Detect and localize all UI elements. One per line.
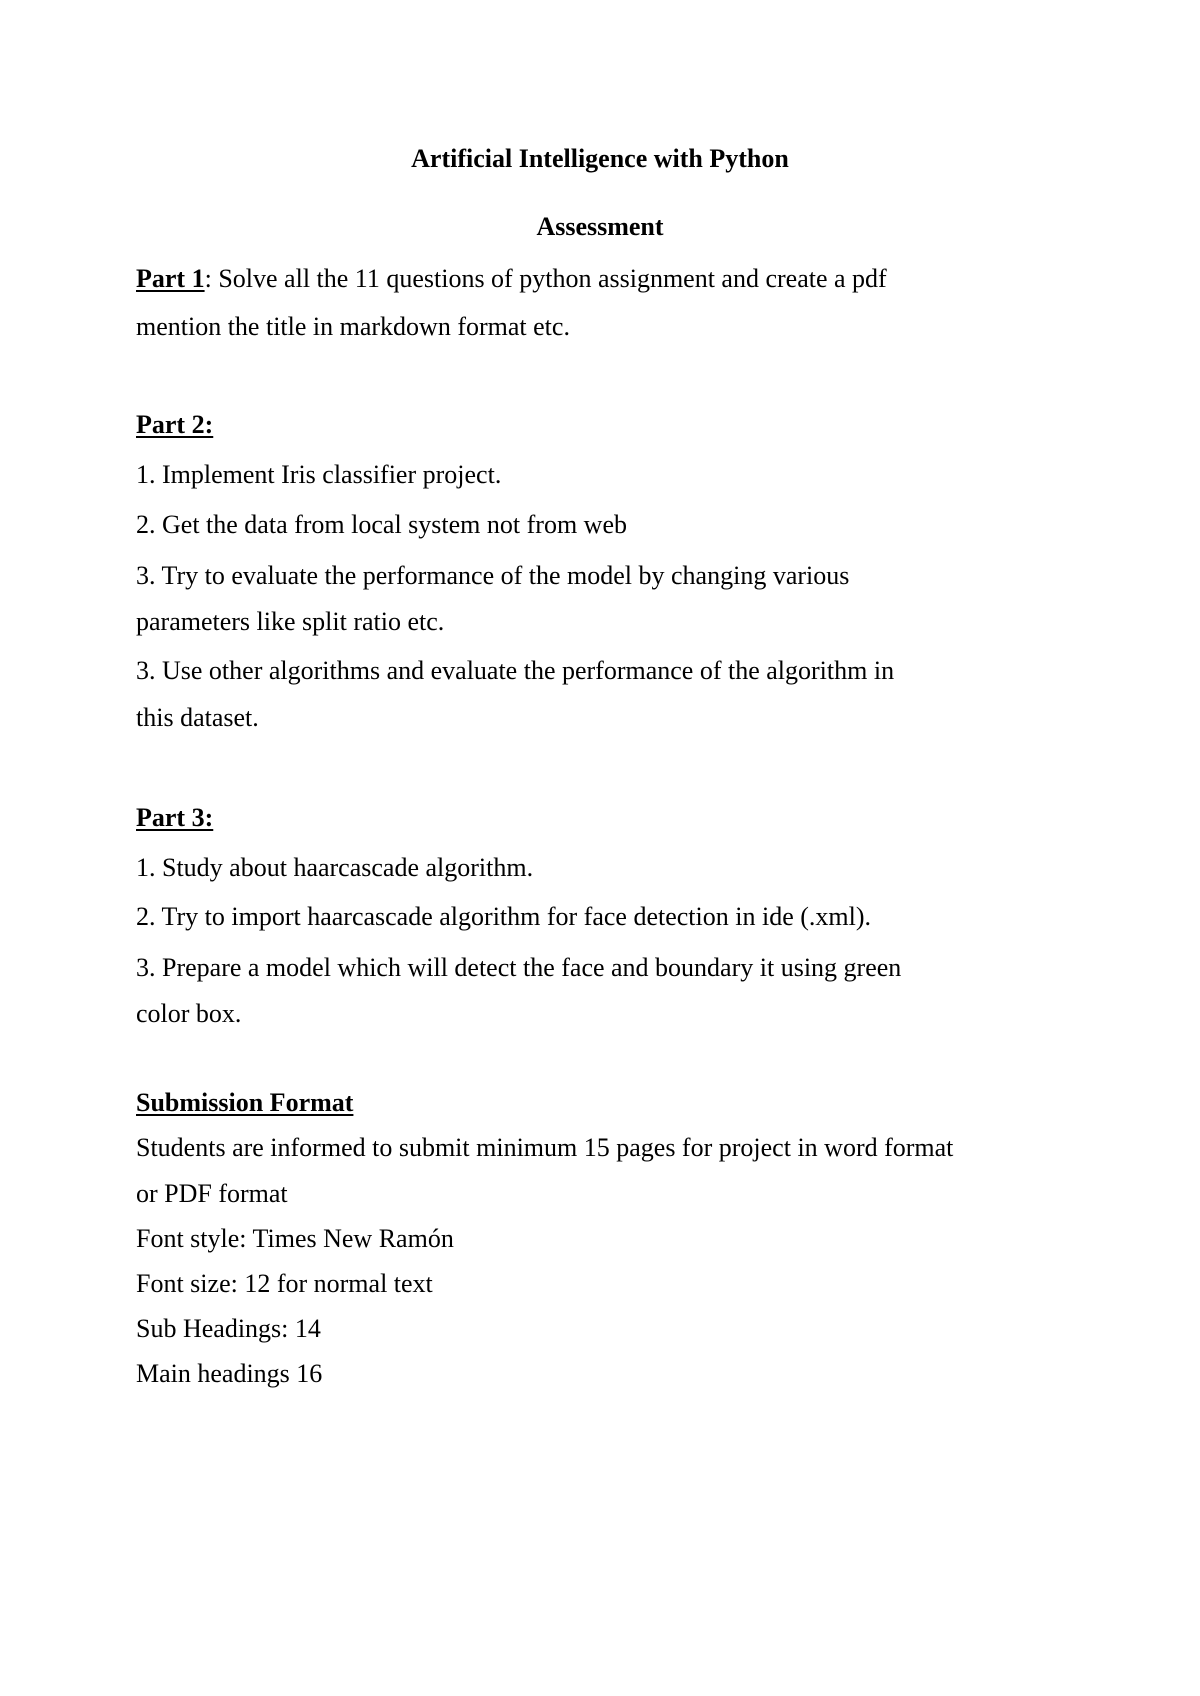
document-title: Artificial Intelligence with Python — [411, 144, 789, 173]
part3-item: 1. Study about haarcascade algorithm. — [136, 853, 534, 882]
submission-line: Font size: 12 for normal text — [136, 1269, 433, 1298]
part1-heading: Part 1 — [136, 264, 205, 293]
part2-item: 3. Use other algorithms and evaluate the performance of the algorithm in — [136, 656, 895, 685]
part3-item: 2. Try to import haarcascade algorithm for face detection in ide (.xml). — [136, 902, 871, 931]
part3-heading: Part 3: — [136, 803, 214, 832]
part2-item-continuation: this dataset. — [136, 703, 259, 732]
part3-item: 3. Prepare a model which will detect the face and boundary it using green — [136, 953, 902, 982]
part3-item-continuation: color box. — [136, 999, 242, 1028]
submission-heading: Submission Format — [136, 1088, 354, 1117]
submission-line: or PDF format — [136, 1179, 288, 1208]
submission-line: Students are informed to submit minimum 15 pages for project in word format — [136, 1133, 954, 1162]
part1-line-2: mention the title in markdown format etc. — [136, 312, 570, 341]
part2-item: 2. Get the data from local system not from web — [136, 510, 627, 539]
part1-line-1 — [136, 266, 887, 292]
part1-text: Solve all the 11 questions of python assignment and create a pdf — [211, 264, 887, 293]
part1-colon: : — [204, 264, 212, 293]
part2-item-continuation: parameters like split ratio etc. — [136, 607, 445, 636]
submission-line: Font style: Times New Ramón — [136, 1224, 454, 1253]
part2-item: 3. Try to evaluate the performance of the model by changing various — [136, 561, 850, 590]
submission-line: Sub Headings: 14 — [136, 1314, 321, 1343]
part2-heading: Part 2: — [136, 410, 214, 439]
part2-item: 1. Implement Iris classifier project. — [136, 460, 502, 489]
submission-line: Main headings 16 — [136, 1359, 323, 1388]
document-subtitle: Assessment — [536, 212, 664, 241]
